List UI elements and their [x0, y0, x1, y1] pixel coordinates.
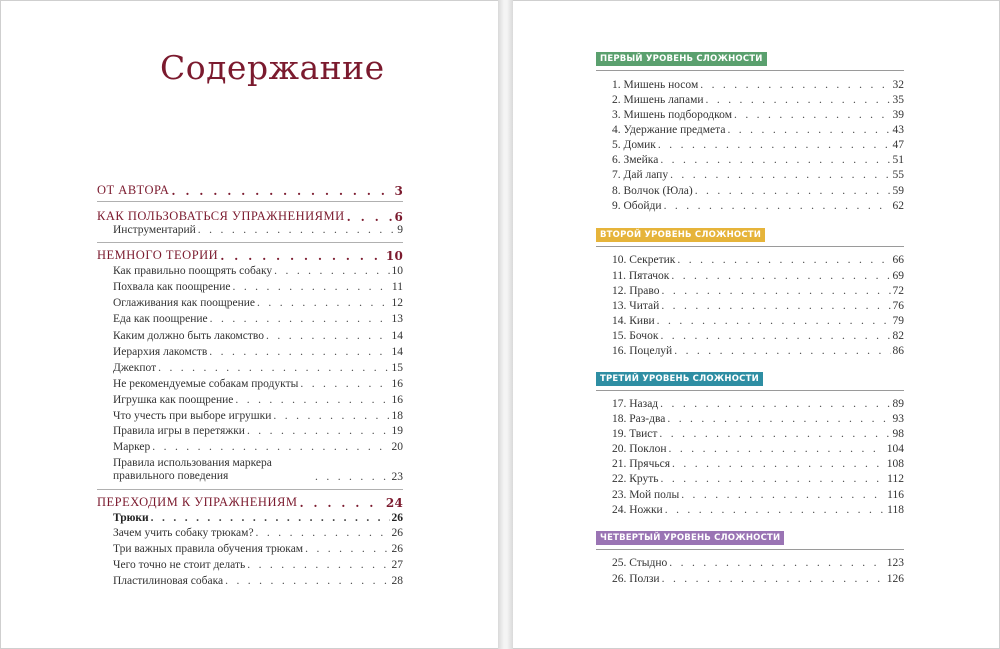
- toc-item[interactable]: Три важных правила обучения трюкам . . . 26: [113, 543, 403, 555]
- exercise-item[interactable]: 22. Круть . . . 112: [612, 473, 904, 485]
- exercise-item[interactable]: 19. Твист . . . 98: [612, 428, 904, 440]
- toc-item[interactable]: Пластилиновая собака . . . 28: [113, 575, 403, 587]
- toc-item[interactable]: Инструментарий . . . 9: [113, 224, 403, 236]
- exercise-item[interactable]: 3. Мишень подбородком . . . 39: [612, 109, 904, 121]
- toc-section-theory[interactable]: НЕМНОГО ТЕОРИИ . . . 10: [97, 248, 403, 263]
- toc-item[interactable]: Еда как поощрение . . . 13: [113, 313, 403, 325]
- toc-item[interactable]: Как правильно поощрять собаку . . . 10: [113, 265, 403, 277]
- level-divider: [596, 246, 904, 247]
- exercise-item[interactable]: 20. Поклон . . . 104: [612, 443, 904, 455]
- exercise-item[interactable]: 18. Раз-два . . . 93: [612, 413, 904, 425]
- exercise-item[interactable]: 13. Читай . . . 76: [612, 300, 904, 312]
- level-badge-2: ВТОРОЙ УРОВЕНЬ СЛОЖНОСТИ: [596, 228, 765, 242]
- toc-item[interactable]: Игрушка как поощрение . . . 16: [113, 394, 403, 406]
- toc-item[interactable]: Правила использования маркера правильного поведения . . . 23: [113, 457, 403, 483]
- section-divider: [97, 201, 403, 202]
- exercise-item[interactable]: 2. Мишень лапами . . . 35: [612, 94, 904, 106]
- exercise-item[interactable]: 23. Мой полы . . . 116: [612, 489, 904, 501]
- toc-item[interactable]: Маркер . . . 20: [113, 441, 403, 453]
- toc-item[interactable]: Похвала как поощрение . . . 11: [113, 281, 403, 293]
- section-divider: [97, 242, 403, 243]
- toc-item[interactable]: Джекпот . . . 15: [113, 362, 403, 374]
- exercise-item[interactable]: 4. Удержание предмета . . . 43: [612, 124, 904, 136]
- toc-section-exercises[interactable]: ПЕРЕХОДИМ К УПРАЖНЕНИЯМ . . . 24: [97, 495, 403, 510]
- exercise-item[interactable]: 10. Секретик . . . 66: [612, 254, 904, 266]
- level-badge-1: ПЕРВЫЙ УРОВЕНЬ СЛОЖНОСТИ: [596, 52, 767, 66]
- exercise-item[interactable]: 6. Змейка . . . 51: [612, 154, 904, 166]
- toc-item[interactable]: Трюки . . . 26: [113, 512, 403, 524]
- book-gutter: [498, 0, 513, 649]
- exercise-item[interactable]: 1. Мишень носом . . . 32: [612, 79, 904, 91]
- toc-section-author[interactable]: ОТ АВТОРА . . . 3: [97, 183, 403, 198]
- level-divider: [596, 390, 904, 391]
- exercise-item[interactable]: 11. Пятачок . . . 69: [612, 270, 904, 282]
- exercise-item[interactable]: 7. Дай лапу . . . 55: [612, 169, 904, 181]
- toc-item[interactable]: Зачем учить собаку трюкам? . . . 26: [113, 527, 403, 539]
- level-badge-4: ЧЕТВЕРТЫЙ УРОВЕНЬ СЛОЖНОСТИ: [596, 531, 784, 545]
- exercise-item[interactable]: 24. Ножки . . . 118: [612, 504, 904, 516]
- page-title: Содержание: [160, 48, 385, 87]
- exercise-item[interactable]: 16. Поцелуй . . . 86: [612, 345, 904, 357]
- exercise-item[interactable]: 5. Домик . . . 47: [612, 139, 904, 151]
- exercise-item[interactable]: 15. Бочок . . . 82: [612, 330, 904, 342]
- toc-item[interactable]: Что учесть при выборе игрушки . . . 18: [113, 410, 403, 422]
- exercise-item[interactable]: 25. Стыдно . . . 123: [612, 557, 904, 569]
- toc-section-how-to-use[interactable]: КАК ПОЛЬЗОВАТЬСЯ УПРАЖНЕНИЯМИ . . . 6: [97, 209, 403, 224]
- exercise-item[interactable]: 12. Право . . . 72: [612, 285, 904, 297]
- level-badge-3: ТРЕТИЙ УРОВЕНЬ СЛОЖНОСТИ: [596, 372, 763, 386]
- exercise-item[interactable]: 17. Назад . . . 89: [612, 398, 904, 410]
- level-divider: [596, 549, 904, 550]
- exercise-item[interactable]: 9. Обойди . . . 62: [612, 200, 904, 212]
- exercise-item[interactable]: 26. Ползи . . . 126: [612, 573, 904, 585]
- toc-item[interactable]: Оглаживания как поощрение . . . 12: [113, 297, 403, 309]
- toc-item[interactable]: Каким должно быть лакомство . . . 14: [113, 330, 403, 342]
- toc-item[interactable]: Не рекомендуемые собакам продукты . . . 16: [113, 378, 403, 390]
- exercise-item[interactable]: 8. Волчок (Юла) . . . 59: [612, 185, 904, 197]
- level-divider: [596, 70, 904, 71]
- toc-item[interactable]: Чего точно не стоит делать . . . 27: [113, 559, 403, 571]
- toc-item[interactable]: Иерархия лакомств . . . 14: [113, 346, 403, 358]
- toc-item[interactable]: Правила игры в перетяжки . . . 19: [113, 425, 403, 437]
- exercise-item[interactable]: 14. Киви . . . 79: [612, 315, 904, 327]
- section-divider: [97, 489, 403, 490]
- exercise-item[interactable]: 21. Прячься . . . 108: [612, 458, 904, 470]
